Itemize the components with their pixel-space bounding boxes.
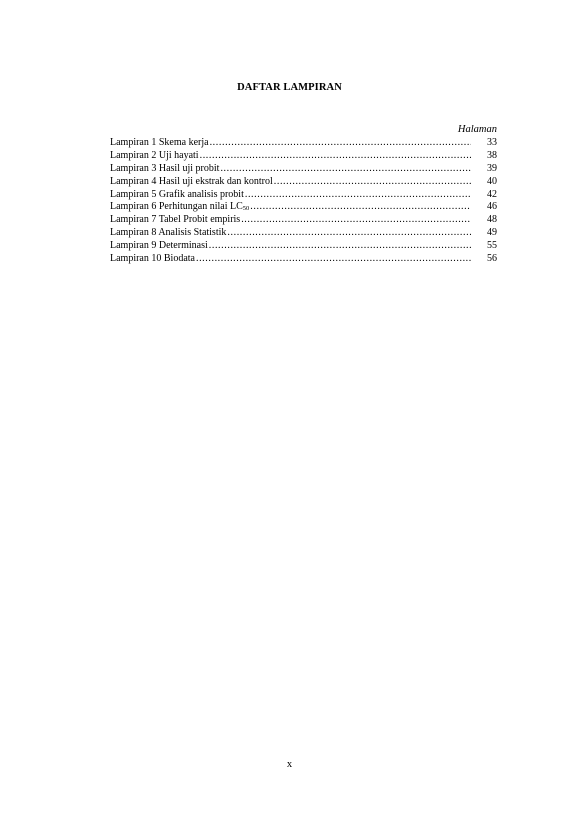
toc-leader-dots [196, 253, 471, 266]
toc-entry [110, 163, 497, 176]
toc-entry-text: Lampiran 4 Hasil uji ekstrak dan kontrol [110, 175, 273, 187]
toc-entry-text: Lampiran 1 Skema kerja [110, 137, 209, 148]
toc-leader-dots [209, 240, 471, 253]
toc-entry-text: Lampiran 6 Perhitungan nilai LC [110, 201, 243, 213]
toc-entry [110, 227, 497, 240]
toc-entry-label [110, 240, 208, 253]
toc-entry-page: 38 [487, 149, 497, 161]
toc-leader-dots [274, 176, 471, 189]
toc-entry-page: 39 [487, 162, 497, 174]
toc-entry-page: 46 [487, 201, 497, 213]
toc-entry-page: 48 [487, 214, 497, 226]
toc-entry-label [110, 176, 273, 189]
toc-entry [110, 189, 497, 202]
toc-entry [110, 253, 497, 266]
toc-entry-text: Lampiran 2 Uji hayati [110, 149, 199, 161]
toc-entry [110, 150, 497, 163]
toc-entry-page: 56 [487, 253, 497, 265]
toc-entry-label [110, 201, 249, 214]
toc-entry [110, 240, 497, 253]
toc-leader-dots [241, 214, 471, 227]
toc-leader-dots [200, 150, 471, 163]
toc-entry-text: Lampiran 3 Hasil uji probit [110, 162, 220, 174]
toc-entry-text: Lampiran 7 Tabel Probit empiris [110, 214, 241, 226]
toc-entry-text: Lampiran 10 Biodata [110, 253, 195, 265]
toc-entry-text: Lampiran 9 Determinasi [110, 240, 208, 252]
table-of-contents [110, 137, 497, 266]
toc-entry-label [110, 253, 195, 266]
toc-entry-page: 55 [487, 240, 497, 252]
toc-entry-label [110, 227, 226, 240]
toc-leader-dots [250, 201, 471, 214]
toc-entry [110, 176, 497, 189]
toc-entry [110, 214, 497, 227]
toc-entry-label [110, 214, 240, 227]
toc-entry-page: 49 [487, 227, 497, 239]
page-number: x [286, 759, 293, 770]
toc-entry-label [110, 163, 219, 176]
toc-leader-dots [227, 227, 471, 240]
toc-entry-page: 33 [487, 137, 497, 148]
toc-entry-label [110, 137, 209, 150]
toc-entry-text: Lampiran 8 Analisis Statistik [110, 227, 227, 239]
page-column-header: Halaman [457, 124, 497, 135]
toc-entry [110, 137, 497, 150]
toc-entry-page: 42 [487, 188, 497, 200]
toc-leader-dots [220, 163, 471, 176]
toc-entry-label [110, 189, 244, 202]
toc-entry [110, 201, 497, 214]
toc-entry-text: Lampiran 5 Grafik analisis probit [110, 188, 244, 200]
toc-entry-subscript: 50 [242, 205, 250, 213]
toc-entry-label [110, 150, 199, 163]
toc-entry-page: 40 [487, 175, 497, 187]
page-title: DAFTAR LAMPIRAN [237, 82, 342, 93]
toc-leader-dots [210, 137, 471, 150]
toc-leader-dots [245, 189, 471, 202]
